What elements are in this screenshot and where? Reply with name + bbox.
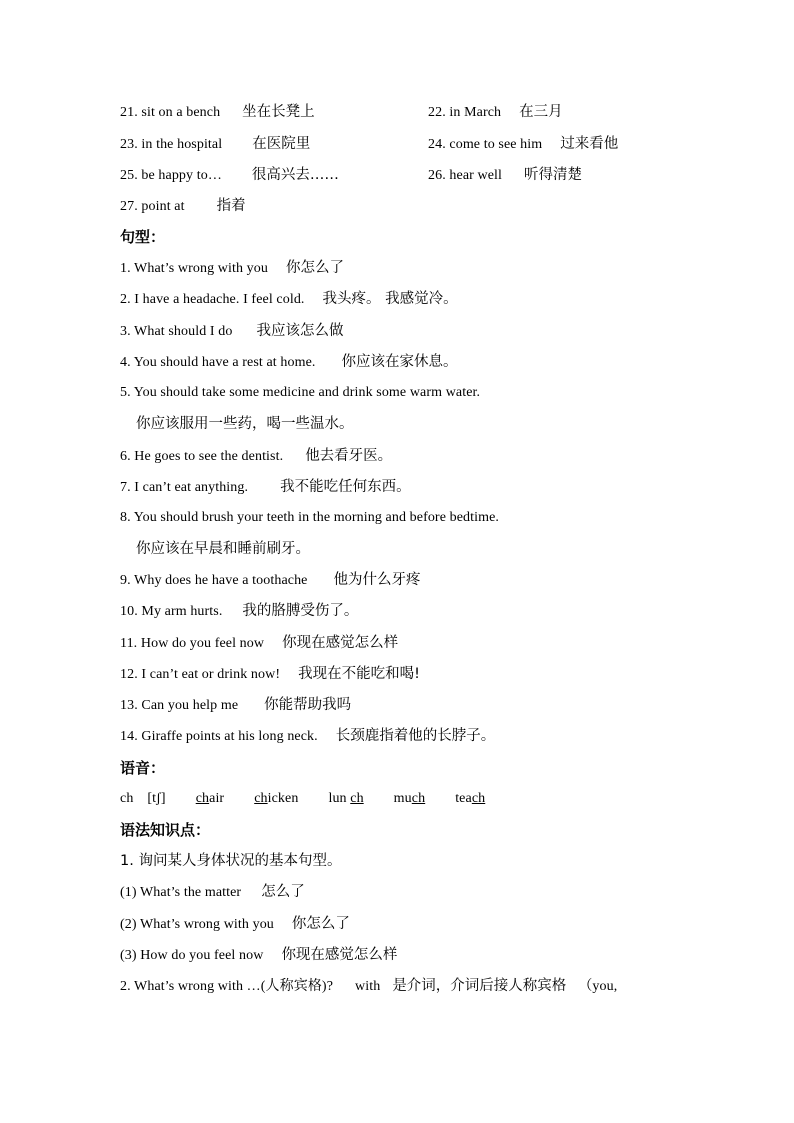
vocab-item: 21. sit on a bench 坐在长凳上 xyxy=(120,104,315,120)
sentence-item: 12. I can’t eat or drink now! 我现在不能吃和喝! xyxy=(120,666,420,682)
sentence-item: 14. Giraffe points at his long neck. 长颈鹿指着他的长脖子。 xyxy=(120,728,496,744)
sentence-translation: 你应该在早晨和睡前刷牙。 xyxy=(136,541,310,557)
phonics-letters: ch xyxy=(120,791,134,806)
sentence-item: 11. How do you feel now 你现在感觉怎么样 xyxy=(120,635,399,651)
sentence-item: 5. You should take some medicine and drink some warm water. xyxy=(120,385,481,400)
sentence-item: 2. I have a headache. I feel cold. 我头疼。 我感觉冷。 xyxy=(120,291,458,307)
phonics-word: teach xyxy=(455,791,486,806)
phonics-word: much xyxy=(393,791,426,806)
sentence-translation: 你应该服用一些药，喝一些温水。 xyxy=(136,416,354,432)
phonics-ipa: [tʃ] xyxy=(147,791,166,806)
vocab-item: 24. come to see him 过来看他 xyxy=(428,136,619,152)
sentence-item: 8. You should brush your teeth in the morning and before bedtime. xyxy=(120,510,500,525)
grammar-point: 1. 询问某人身体状况的基本句型。 xyxy=(120,853,342,869)
grammar-item: (3) How do you feel now 你现在感觉怎么样 xyxy=(120,947,398,963)
grammar-point: 2. What’s wrong with …(人称宾格)? with 是介词，介词后接人称宾格 （you, xyxy=(120,978,618,994)
section-heading-grammar: 语法知识点： xyxy=(120,821,211,839)
section-heading-sentences: 句型： xyxy=(120,228,166,246)
grammar-item: (2) What’s wrong with you 你怎么了 xyxy=(120,916,350,932)
section-heading-phonics: 语音： xyxy=(120,759,166,777)
sentence-item: 7. I can’t eat anything. 我不能吃任何东西。 xyxy=(120,479,411,495)
sentence-item: 4. You should have a rest at home. 你应该在家休息。 xyxy=(120,354,458,370)
sentence-item: 10. My arm hurts. 我的胳膊受伤了。 xyxy=(120,603,359,619)
sentence-item: 9. Why does he have a toothache 他为什么牙疼 xyxy=(120,572,421,588)
sentence-item: 3. What should I do 我应该怎么做 xyxy=(120,323,344,339)
grammar-item: (1) What’s the matter 怎么了 xyxy=(120,884,305,900)
vocab-item: 26. hear well 听得清楚 xyxy=(428,167,582,183)
phonics-word: chair xyxy=(195,791,225,806)
vocab-item: 22. in March 在三月 xyxy=(428,104,563,120)
vocab-item: 27. point at 指着 xyxy=(120,198,246,214)
vocab-item: 23. in the hospital 在医院里 xyxy=(120,136,311,152)
phonics-word: lun ch xyxy=(328,791,364,806)
phonics-word: chicken xyxy=(254,791,299,806)
vocab-item: 25. be happy to… 很高兴去…… xyxy=(120,167,339,183)
sentence-item: 13. Can you help me 你能帮助我吗 xyxy=(120,697,352,713)
sentence-item: 1. What’s wrong with you 你怎么了 xyxy=(120,260,344,276)
phonics-row xyxy=(120,789,485,809)
sentence-item: 6. He goes to see the dentist. 他去看牙医。 xyxy=(120,448,393,464)
